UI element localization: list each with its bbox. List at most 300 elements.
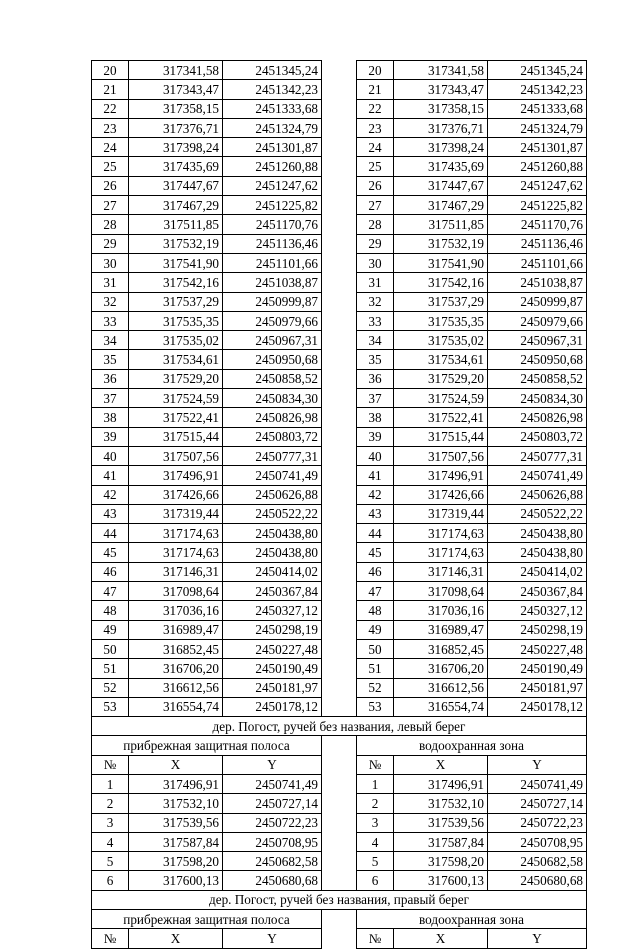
- y-coordinate: 2451333,68: [223, 99, 322, 118]
- y-coordinate: 2451301,87: [223, 138, 322, 157]
- point-number: 46: [357, 562, 394, 581]
- x-coordinate: 317146,31: [394, 562, 488, 581]
- y-coordinate: 2450438,80: [223, 524, 322, 543]
- y-coordinate: 2450626,88: [223, 485, 322, 504]
- y-coordinate: 2450190,49: [223, 659, 322, 678]
- column-gap: [322, 331, 357, 350]
- y-coordinate: 2450803,72: [488, 427, 587, 446]
- table-row: [92, 427, 587, 446]
- table-row: [92, 852, 587, 871]
- column-gap: [322, 852, 357, 871]
- x-coordinate: 317435,69: [394, 157, 488, 176]
- column-gap: [322, 485, 357, 504]
- column-gap: [322, 234, 357, 253]
- table-row: [92, 446, 587, 465]
- point-number: 5: [357, 852, 394, 871]
- point-number: 29: [357, 234, 394, 253]
- coastal-strip-label: прибрежная защитная полоса: [92, 736, 322, 755]
- x-coordinate: 317319,44: [394, 504, 488, 523]
- y-coordinate: 2451324,79: [223, 118, 322, 137]
- point-number: 23: [92, 118, 129, 137]
- x-coordinate: 317534,61: [394, 350, 488, 369]
- point-number: 22: [92, 99, 129, 118]
- coordinates-table: [91, 60, 587, 949]
- x-coordinate: 317524,59: [129, 389, 223, 408]
- y-coordinate: 2451260,88: [223, 157, 322, 176]
- point-number: 51: [357, 659, 394, 678]
- y-coordinate: 2450327,12: [488, 601, 587, 620]
- section-title-row: [92, 717, 587, 736]
- column-gap: [322, 80, 357, 99]
- y-coordinate: 2450967,31: [488, 331, 587, 350]
- y-coordinate: 2450438,80: [223, 543, 322, 562]
- y-coordinate: 2451101,66: [488, 253, 587, 272]
- column-gap: [322, 601, 357, 620]
- x-coordinate: 317511,85: [129, 215, 223, 234]
- x-coordinate: 317529,20: [394, 369, 488, 388]
- column-gap: [322, 176, 357, 195]
- point-number: 41: [92, 466, 129, 485]
- table-row: [92, 504, 587, 523]
- x-coordinate: 317507,56: [394, 446, 488, 465]
- y-header: Y: [488, 755, 587, 774]
- y-coordinate: 2450181,97: [223, 678, 322, 697]
- point-number: 29: [92, 234, 129, 253]
- y-coordinate: 2451136,46: [488, 234, 587, 253]
- point-number: 31: [92, 273, 129, 292]
- coordinates-table-body: [92, 61, 587, 949]
- y-header: Y: [223, 929, 322, 948]
- zone-labels-row: [92, 910, 587, 929]
- column-gap: [322, 408, 357, 427]
- point-number: 37: [357, 389, 394, 408]
- y-coordinate: 2451225,82: [223, 196, 322, 215]
- point-number: 21: [92, 80, 129, 99]
- point-number: 39: [357, 427, 394, 446]
- point-number: 30: [357, 253, 394, 272]
- point-number: 41: [357, 466, 394, 485]
- point-number: 25: [92, 157, 129, 176]
- x-coordinate: 317426,66: [394, 485, 488, 504]
- x-coordinate: 317532,19: [394, 234, 488, 253]
- table-row: [92, 292, 587, 311]
- y-coordinate: 2451333,68: [488, 99, 587, 118]
- point-number: 50: [92, 639, 129, 658]
- y-coordinate: 2450178,12: [488, 697, 587, 716]
- point-number: 5: [92, 852, 129, 871]
- table-row: [92, 350, 587, 369]
- x-coordinate: 317587,84: [394, 832, 488, 851]
- x-coordinate: 317522,41: [129, 408, 223, 427]
- y-header: Y: [488, 929, 587, 948]
- y-coordinate: 2450438,80: [488, 543, 587, 562]
- y-coordinate: 2450777,31: [488, 446, 587, 465]
- point-number: 35: [92, 350, 129, 369]
- y-coordinate: 2450298,19: [223, 620, 322, 639]
- y-coordinate: 2450680,68: [488, 871, 587, 890]
- y-coordinate: 2450777,31: [223, 446, 322, 465]
- y-coordinate: 2450178,12: [223, 697, 322, 716]
- x-coordinate: 317532,19: [129, 234, 223, 253]
- x-coordinate: 317539,56: [394, 813, 488, 832]
- x-coordinate: 317515,44: [129, 427, 223, 446]
- y-coordinate: 2450522,22: [488, 504, 587, 523]
- y-coordinate: 2451101,66: [223, 253, 322, 272]
- point-number: 24: [357, 138, 394, 157]
- point-number: 43: [92, 504, 129, 523]
- table-row: [92, 485, 587, 504]
- point-number: 33: [357, 311, 394, 330]
- point-number: 48: [92, 601, 129, 620]
- y-coordinate: 2450999,87: [488, 292, 587, 311]
- column-gap: [322, 697, 357, 716]
- column-gap: [322, 659, 357, 678]
- x-coordinate: 316852,45: [129, 639, 223, 658]
- y-coordinate: 2450858,52: [223, 369, 322, 388]
- table-row: [92, 99, 587, 118]
- column-gap: [322, 215, 357, 234]
- x-coordinate: 317496,91: [129, 466, 223, 485]
- table-row: [92, 659, 587, 678]
- point-number: 4: [357, 832, 394, 851]
- y-coordinate: 2451342,23: [223, 80, 322, 99]
- point-number: 46: [92, 562, 129, 581]
- column-gap: [322, 832, 357, 851]
- column-gap: [322, 620, 357, 639]
- table-row: [92, 543, 587, 562]
- point-number: 53: [92, 697, 129, 716]
- x-coordinate: 317341,58: [129, 61, 223, 80]
- x-coordinate: 317435,69: [129, 157, 223, 176]
- point-number: 38: [357, 408, 394, 427]
- x-coordinate: 317537,29: [129, 292, 223, 311]
- y-coordinate: 2450950,68: [488, 350, 587, 369]
- point-number: 36: [92, 369, 129, 388]
- x-coordinate: 317534,61: [129, 350, 223, 369]
- y-coordinate: 2450999,87: [223, 292, 322, 311]
- table-row: [92, 311, 587, 330]
- point-number: 22: [357, 99, 394, 118]
- x-coordinate: 317587,84: [129, 832, 223, 851]
- column-gap: [322, 466, 357, 485]
- point-number: 45: [92, 543, 129, 562]
- x-coordinate: 317541,90: [129, 253, 223, 272]
- y-coordinate: 2450708,95: [488, 832, 587, 851]
- x-coordinate: 317036,16: [394, 601, 488, 620]
- y-coordinate: 2451260,88: [488, 157, 587, 176]
- y-coordinate: 2450367,84: [223, 582, 322, 601]
- table-row: [92, 582, 587, 601]
- y-coordinate: 2450414,02: [488, 562, 587, 581]
- x-coordinate: 317174,63: [129, 543, 223, 562]
- zone-labels-row: [92, 736, 587, 755]
- x-coordinate: 317174,63: [394, 543, 488, 562]
- section-title: дер. Погост, ручей без названия, левый берег: [92, 717, 587, 736]
- column-gap: [322, 543, 357, 562]
- y-coordinate: 2450682,58: [488, 852, 587, 871]
- x-coordinate: 316989,47: [394, 620, 488, 639]
- x-coordinate: 316706,20: [394, 659, 488, 678]
- point-number: 2: [92, 794, 129, 813]
- y-coordinate: 2450741,49: [223, 774, 322, 793]
- y-coordinate: 2450834,30: [488, 389, 587, 408]
- point-number: 2: [357, 794, 394, 813]
- x-coordinate: 317542,16: [129, 273, 223, 292]
- y-coordinate: 2450298,19: [488, 620, 587, 639]
- x-coordinate: 317319,44: [129, 504, 223, 523]
- x-coordinate: 317341,58: [394, 61, 488, 80]
- table-row: [92, 601, 587, 620]
- column-gap: [322, 678, 357, 697]
- point-number: 34: [92, 331, 129, 350]
- y-coordinate: 2451345,24: [488, 61, 587, 80]
- table-row: [92, 794, 587, 813]
- point-number: 40: [92, 446, 129, 465]
- x-coordinate: 316612,56: [394, 678, 488, 697]
- y-coordinate: 2450438,80: [488, 524, 587, 543]
- point-number: 20: [357, 61, 394, 80]
- column-gap: [322, 929, 357, 948]
- column-gap: [322, 369, 357, 388]
- y-coordinate: 2450722,23: [223, 813, 322, 832]
- point-number: 48: [357, 601, 394, 620]
- x-coordinate: 317507,56: [129, 446, 223, 465]
- point-number: 26: [357, 176, 394, 195]
- table-row: [92, 234, 587, 253]
- point-number: 23: [357, 118, 394, 137]
- point-number: 6: [357, 871, 394, 890]
- column-gap: [322, 813, 357, 832]
- y-coordinate: 2450626,88: [488, 485, 587, 504]
- y-coordinate: 2450979,66: [488, 311, 587, 330]
- y-coordinate: 2450834,30: [223, 389, 322, 408]
- x-coordinate: 317098,64: [129, 582, 223, 601]
- x-coordinate: 316612,56: [129, 678, 223, 697]
- column-gap: [322, 794, 357, 813]
- number-header: №: [357, 755, 394, 774]
- point-number: 25: [357, 157, 394, 176]
- y-coordinate: 2451247,62: [223, 176, 322, 195]
- point-number: 28: [92, 215, 129, 234]
- x-coordinate: 317532,10: [394, 794, 488, 813]
- y-coordinate: 2451247,62: [488, 176, 587, 195]
- column-gap: [322, 446, 357, 465]
- point-number: 39: [92, 427, 129, 446]
- x-coordinate: 316852,45: [394, 639, 488, 658]
- point-number: 42: [92, 485, 129, 504]
- table-row: [92, 138, 587, 157]
- point-number: 44: [92, 524, 129, 543]
- table-row: [92, 331, 587, 350]
- x-coordinate: 317539,56: [129, 813, 223, 832]
- x-coordinate: 317542,16: [394, 273, 488, 292]
- point-number: 32: [357, 292, 394, 311]
- x-coordinate: 317146,31: [129, 562, 223, 581]
- point-number: 21: [357, 80, 394, 99]
- column-gap: [322, 292, 357, 311]
- point-number: 43: [357, 504, 394, 523]
- y-coordinate: 2450950,68: [223, 350, 322, 369]
- column-gap: [322, 273, 357, 292]
- table-row: [92, 639, 587, 658]
- x-coordinate: 316706,20: [129, 659, 223, 678]
- column-gap: [322, 138, 357, 157]
- y-coordinate: 2450227,48: [223, 639, 322, 658]
- y-header: Y: [223, 755, 322, 774]
- column-gap: [322, 639, 357, 658]
- column-gap: [322, 910, 357, 929]
- x-coordinate: 317524,59: [394, 389, 488, 408]
- column-gap: [322, 562, 357, 581]
- point-number: 26: [92, 176, 129, 195]
- y-coordinate: 2450826,98: [223, 408, 322, 427]
- point-number: 53: [357, 697, 394, 716]
- point-number: 45: [357, 543, 394, 562]
- y-coordinate: 2450181,97: [488, 678, 587, 697]
- y-coordinate: 2451038,87: [488, 273, 587, 292]
- table-row: [92, 196, 587, 215]
- x-coordinate: 317447,67: [394, 176, 488, 195]
- point-number: 49: [92, 620, 129, 639]
- point-number: 44: [357, 524, 394, 543]
- point-number: 31: [357, 273, 394, 292]
- point-number: 1: [92, 774, 129, 793]
- column-gap: [322, 774, 357, 793]
- table-row: [92, 697, 587, 716]
- y-coordinate: 2450727,14: [488, 794, 587, 813]
- x-coordinate: 317496,91: [129, 774, 223, 793]
- y-coordinate: 2450367,84: [488, 582, 587, 601]
- point-number: 24: [92, 138, 129, 157]
- table-row: [92, 157, 587, 176]
- x-header: X: [394, 755, 488, 774]
- point-number: 27: [357, 196, 394, 215]
- x-coordinate: 317376,71: [129, 118, 223, 137]
- section-title: дер. Погост, ручей без названия, правый берег: [92, 890, 587, 909]
- number-header: №: [92, 755, 129, 774]
- x-coordinate: 317496,91: [394, 774, 488, 793]
- point-number: 52: [357, 678, 394, 697]
- point-number: 50: [357, 639, 394, 658]
- x-coordinate: 317398,24: [394, 138, 488, 157]
- y-coordinate: 2450727,14: [223, 794, 322, 813]
- y-coordinate: 2450680,68: [223, 871, 322, 890]
- y-coordinate: 2450967,31: [223, 331, 322, 350]
- x-coordinate: 317515,44: [394, 427, 488, 446]
- point-number: 47: [92, 582, 129, 601]
- y-coordinate: 2450979,66: [223, 311, 322, 330]
- point-number: 37: [92, 389, 129, 408]
- table-row: [92, 215, 587, 234]
- y-coordinate: 2451324,79: [488, 118, 587, 137]
- coastal-strip-label: прибрежная защитная полоса: [92, 910, 322, 929]
- y-coordinate: 2451170,76: [488, 215, 587, 234]
- x-coordinate: 317535,02: [394, 331, 488, 350]
- x-coordinate: 317358,15: [394, 99, 488, 118]
- table-row: [92, 524, 587, 543]
- y-coordinate: 2450826,98: [488, 408, 587, 427]
- column-gap: [322, 350, 357, 369]
- x-coordinate: 317398,24: [129, 138, 223, 157]
- x-coordinate: 317098,64: [394, 582, 488, 601]
- column-gap: [322, 524, 357, 543]
- column-gap: [322, 871, 357, 890]
- y-coordinate: 2450708,95: [223, 832, 322, 851]
- water-protection-zone-label: водоохранная зона: [357, 736, 587, 755]
- y-coordinate: 2451342,23: [488, 80, 587, 99]
- table-row: [92, 80, 587, 99]
- point-number: 40: [357, 446, 394, 465]
- column-gap: [322, 157, 357, 176]
- point-number: 49: [357, 620, 394, 639]
- number-header: №: [357, 929, 394, 948]
- column-gap: [322, 311, 357, 330]
- point-number: 6: [92, 871, 129, 890]
- point-number: 30: [92, 253, 129, 272]
- x-coordinate: 317529,20: [129, 369, 223, 388]
- y-coordinate: 2450803,72: [223, 427, 322, 446]
- y-coordinate: 2451301,87: [488, 138, 587, 157]
- point-number: 42: [357, 485, 394, 504]
- column-headers-row: [92, 755, 587, 774]
- y-coordinate: 2450227,48: [488, 639, 587, 658]
- y-coordinate: 2451225,82: [488, 196, 587, 215]
- table-row: [92, 176, 587, 195]
- table-row: [92, 369, 587, 388]
- column-gap: [322, 389, 357, 408]
- column-gap: [322, 196, 357, 215]
- x-coordinate: 316554,74: [129, 697, 223, 716]
- x-coordinate: 317598,20: [394, 852, 488, 871]
- table-row: [92, 871, 587, 890]
- table-row: [92, 813, 587, 832]
- x-coordinate: 317447,67: [129, 176, 223, 195]
- x-coordinate: 317535,35: [394, 311, 488, 330]
- x-header: X: [129, 755, 223, 774]
- x-coordinate: 317343,47: [394, 80, 488, 99]
- table-row: [92, 562, 587, 581]
- section-title-row: [92, 890, 587, 909]
- y-coordinate: 2451170,76: [223, 215, 322, 234]
- column-headers-row: [92, 929, 587, 948]
- y-coordinate: 2450741,49: [488, 466, 587, 485]
- x-coordinate: 317358,15: [129, 99, 223, 118]
- x-coordinate: 317522,41: [394, 408, 488, 427]
- point-number: 52: [92, 678, 129, 697]
- x-coordinate: 317535,02: [129, 331, 223, 350]
- table-row: [92, 832, 587, 851]
- x-coordinate: 317600,13: [129, 871, 223, 890]
- x-coordinate: 317496,91: [394, 466, 488, 485]
- x-header: X: [129, 929, 223, 948]
- point-number: 33: [92, 311, 129, 330]
- x-coordinate: 317426,66: [129, 485, 223, 504]
- column-gap: [322, 582, 357, 601]
- point-number: 4: [92, 832, 129, 851]
- point-number: 38: [92, 408, 129, 427]
- column-gap: [322, 118, 357, 137]
- table-row: [92, 253, 587, 272]
- table-row: [92, 408, 587, 427]
- point-number: 51: [92, 659, 129, 678]
- y-coordinate: 2450190,49: [488, 659, 587, 678]
- x-coordinate: 316554,74: [394, 697, 488, 716]
- y-coordinate: 2450741,49: [223, 466, 322, 485]
- point-number: 3: [92, 813, 129, 832]
- x-coordinate: 317343,47: [129, 80, 223, 99]
- y-coordinate: 2451136,46: [223, 234, 322, 253]
- point-number: 28: [357, 215, 394, 234]
